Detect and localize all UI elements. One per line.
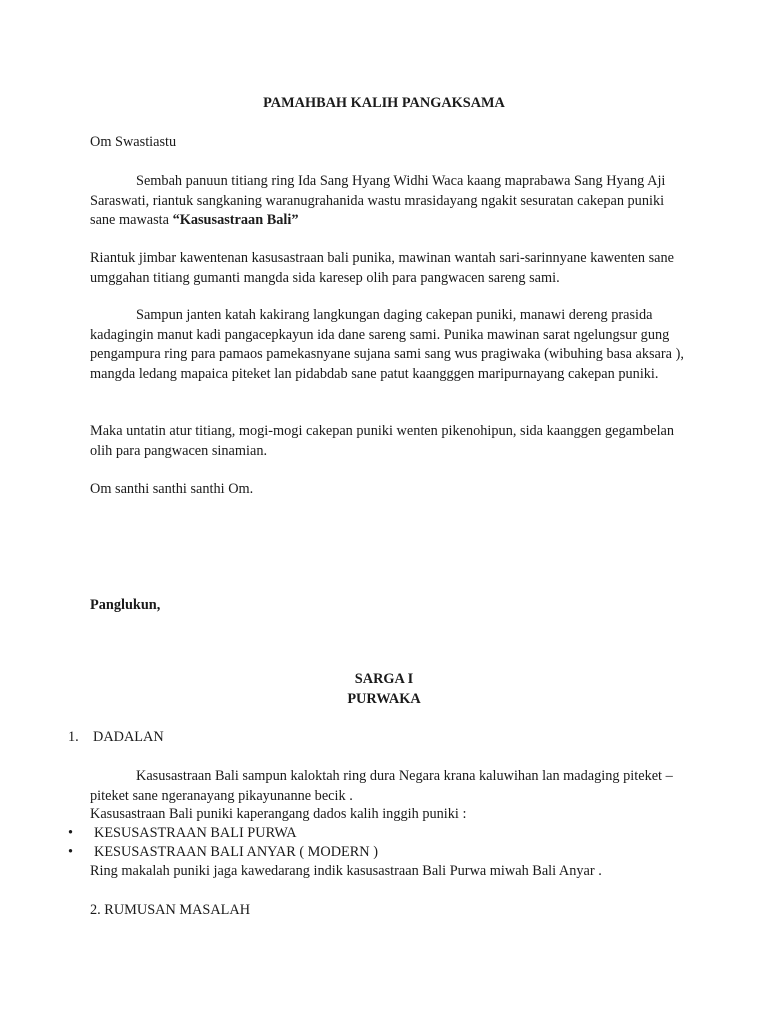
book-title-bold: “Kasusastraan Bali” — [172, 212, 299, 228]
paragraph-3: Sampun janten katah kakirang langkungan daging cakepan puniki, manawi dereng prasida kadagingin manut kadi pangacepkayun ida dane sareng sami. Punika mawinan sarat ngelungsur gung pengampura ring para pamaos pamekasnyane sujana sami sang wus pragiwaka (wibuhing basa aksara ), mangda ledang mapaica piteket lan pidabdab sane patut kaangggen maripurnayang cakepan puniki. — [90, 307, 684, 382]
chapter-title: PURWAKA — [347, 691, 421, 707]
section-1-paragraph: Kasusastraan Bali sampun kaloktah ring dura Negara krana kaluwihan lan madaging piteket – piteket sane ngeranayang pikayunanne becik . — [90, 768, 673, 804]
paragraph-intro-text: Sembah panuun titiang ring Ida Sang Hyang Widhi Waca kaang maprabawa Sang Hyang Aji Saraswati, riantuk sangkaning waranugrahanida wastu mrasidayang ngakit sesuratan cakepan puniki sane mawasta — [90, 173, 666, 228]
section-1-number: 1. — [68, 729, 79, 745]
section-1-line-2: Kasusastraan Bali puniki kaperangang dados kalih inggih puniki : — [90, 806, 467, 822]
closing-line: Om santhi santhi santhi Om. — [90, 481, 254, 497]
chapter-number: SARGA I — [354, 671, 414, 687]
bullet-item-1-text: KESUSASTRAAN BALI PURWA — [94, 825, 297, 841]
document-title: PAMAHBAH KALIH PANGAKSAMA — [263, 95, 505, 111]
paragraph-intro — [90, 172, 690, 231]
bullet-icon: • — [68, 844, 74, 860]
bullet-item-2-text: KESUSASTRAAN BALI ANYAR ( MODERN ) — [94, 844, 378, 860]
bullet-icon: • — [68, 825, 74, 841]
section-2-title: 2. RUMUSAN MASALAH — [90, 902, 251, 918]
signature: Panglukun, — [90, 597, 161, 613]
section-1-line-3: Ring makalah puniki jaga kawedarang indik kasusastraan Bali Purwa miwah Bali Anyar . — [90, 863, 602, 879]
paragraph-4: Maka untatin atur titiang, mogi-mogi cakepan puniki wenten pikenohipun, sida kaanggen gegambelan olih para pangwacen sinamian. — [90, 423, 675, 459]
section-1-title: DADALAN — [93, 729, 164, 745]
paragraph-2: Riantuk jimbar kawentenan kasusastraan bali punika, mawinan wantah sari-sarinnyane kawenten sane umggahan titiang gumanti mangda sida karesep olih para pangwacen sareng sami. — [90, 250, 674, 286]
greeting: Om Swastiastu — [90, 134, 177, 150]
